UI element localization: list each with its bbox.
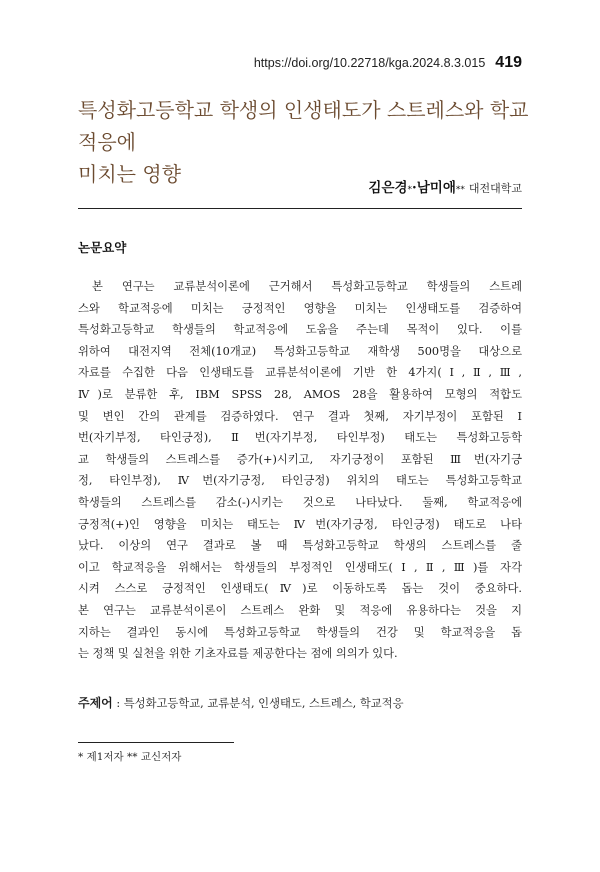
abstract-line: 정, 타인부정), Ⅳ번(자기긍정, 타인긍정) 위치의 태도는 특성화고등학교 [78,474,522,488]
abstract-line: 및 변인 간의 관계를 검증하였다. 연구 결과 첫째, 자기부정이 포함된 Ⅰ [78,409,522,423]
author-separator: · [412,180,417,196]
author-name-2: 남미애 [416,180,456,196]
author-line [368,176,522,196]
abstract-line: 는 정책 및 실천을 위한 기초자료를 제공한다는 점에 의의가 있다. [78,647,398,661]
page-number: 419 [495,54,522,71]
corresponding-author-mark: ** [455,185,465,195]
abstract-line: 본 연구는 교류분석이론이 스트레스 완화 및 적응에 유용하다는 것을 지 [78,603,522,617]
abstract-heading: 논문요약 [78,240,127,255]
keywords [78,694,404,711]
page-header [254,54,522,72]
footnote-divider [78,742,234,743]
abstract-line: 학생들의 스트레스를 감소(-)시키는 것으로 나타났다. 둘째, 학교적응에 [78,495,522,509]
author-affiliation: 대전대학교 [468,182,522,195]
keywords-label: 주제어 [78,696,113,710]
abstract-line: Ⅳ)로 분류한 후, IBM SPSS 28, AMOS 28을 활용하여 모형의 적합도 [78,387,522,401]
abstract-line: 이고 학교적응을 위해서는 학생들의 부정적인 인생태도(Ⅰ,Ⅱ,Ⅲ)를 자각 [78,560,523,574]
abstract-line: 났다. 이상의 연구 결과로 볼 때 특성화고등학교 학생의 스트레스를 줄 [78,539,522,553]
abstract-line: 지하는 결과인 동시에 특성화고등학교 학생들의 건강 및 학교적응을 돕 [78,625,522,639]
doi-link[interactable]: https://doi.org/10.22718/kga.2024.8.3.015 [253,56,486,70]
abstract-line: 특성화고등학교 학생들의 학교적응에 도움을 주는데 목적이 있다. 이를 [78,323,522,337]
header-divider [78,208,522,209]
author-footnote: * 제1저자 ** 교신저자 [78,751,182,763]
abstract-line: 자료를 수집한 다음 인생태도를 교류분석이론에 기반 한 4가지(Ⅰ,Ⅱ,Ⅲ, [78,366,522,380]
abstract-line: 위하여 대전지역 전체(10개교) 특성화고등학교 재학생 500명을 대상으로 [78,344,522,358]
abstract-body [78,276,522,665]
author-name-1: 김은경 [368,180,408,196]
abstract-line: 번(자기부정, 타인긍정), Ⅱ번(자기부정, 타인부정) 태도는 특성화고등학 [78,431,522,445]
abstract-line: 시켜 스스로 긍정적인 인생태도(Ⅳ)로 이동하도록 돕는 것이 중요하다. [78,582,522,596]
abstract-line: 교 학생들의 스트레스를 증가(+)시키고, 자기긍정이 포함된 Ⅲ번(자기긍 [78,452,522,466]
abstract-line: 긍정적(+)인 영향을 미치는 태도는 Ⅳ번(자기긍정, 타인긍정) 태도로 나타 [78,517,522,531]
keywords-text: : 특성화고등학교, 교류분석, 인생태도, 스트레스, 학교적응 [112,697,404,710]
abstract-line: 본 연구는 교류분석이론에 근거해서 특성화고등학교 학생들의 스트레 [92,280,522,293]
abstract-line: 스와 학교적응에 미치는 긍정적인 영향을 미치는 인생태도를 검증하여 [78,301,522,315]
paper-title-line: 특성화고등학교 학생의 인생태도가 스트레스와 학교적응에 [78,98,529,154]
first-author-mark: * [407,185,413,195]
paper-title-line: 미치는 영향 [78,162,181,186]
